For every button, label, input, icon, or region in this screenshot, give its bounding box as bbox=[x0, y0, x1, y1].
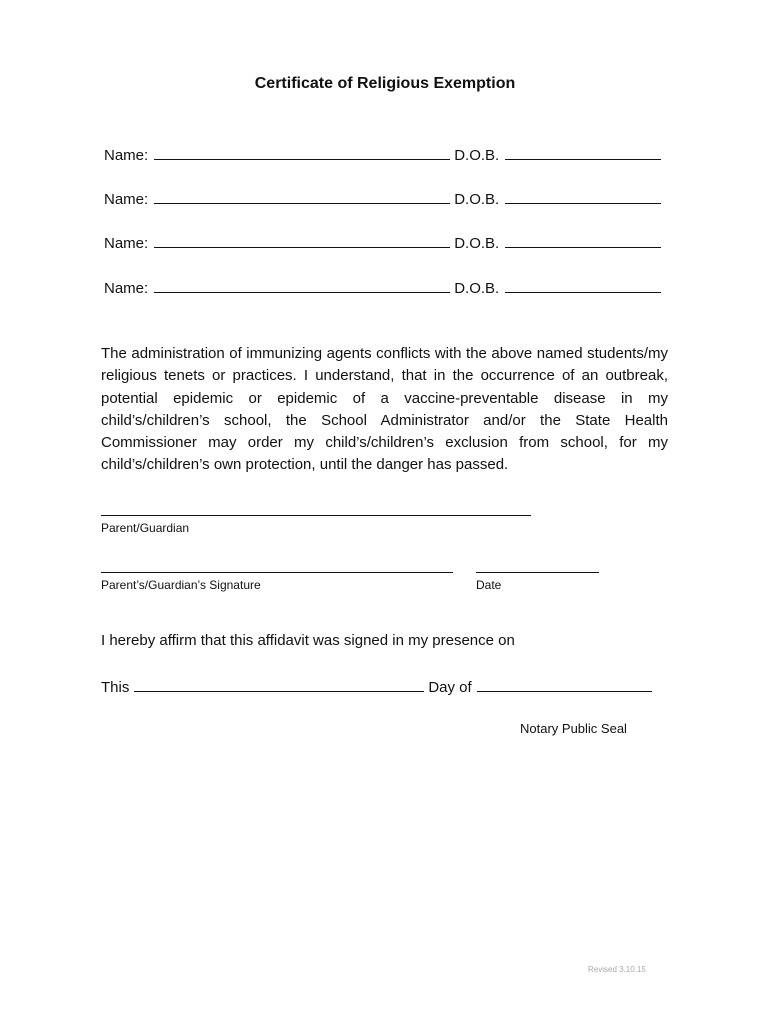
student-row-2 bbox=[104, 189, 674, 208]
student-name-field[interactable] bbox=[154, 189, 450, 204]
document-title: Certificate of Religious Exemption bbox=[254, 75, 516, 92]
student-row-3 bbox=[104, 233, 674, 252]
notary-seal-label: Notary Public Seal bbox=[520, 721, 627, 736]
student-row-4 bbox=[104, 278, 674, 297]
name-label: Name: bbox=[104, 280, 149, 297]
student-name-field[interactable] bbox=[154, 145, 450, 160]
dob-field[interactable] bbox=[505, 278, 661, 293]
name-label: Name: bbox=[104, 147, 149, 164]
dob-field[interactable] bbox=[505, 145, 661, 160]
dob-field[interactable] bbox=[505, 233, 661, 248]
affirmation-text: I hereby affirm that this affidavit was signed in my presence on bbox=[101, 632, 515, 649]
exemption-statement: The administration of immunizing agents conflicts with the above named students/my religious tenets or practices. I understand, that in the occurrence of an outbreak, potential epidemic or epidemic of a vaccine-preventable disease in my child’s/children’s school, the School Administrator and/or the State Health Commissioner may order my child’s/children’s exclusion from school, for my child’s/children’s own protection, until the danger has passed. bbox=[101, 345, 668, 474]
dob-label: D.O.B. bbox=[454, 147, 500, 164]
dob-field[interactable] bbox=[505, 189, 661, 204]
parent-guardian-label: Parent/Guardian bbox=[101, 521, 190, 535]
revision-note: Revised 3.10.15 bbox=[588, 965, 646, 974]
signature-line[interactable] bbox=[101, 572, 453, 573]
name-label: Name: bbox=[104, 235, 149, 252]
name-label: Name: bbox=[104, 191, 149, 208]
student-row-1 bbox=[104, 145, 674, 164]
month-year-field[interactable] bbox=[477, 677, 652, 692]
dob-label: D.O.B. bbox=[454, 191, 500, 208]
parent-guardian-name-line[interactable] bbox=[101, 515, 531, 516]
date-line[interactable] bbox=[476, 572, 599, 573]
notary-date-row bbox=[101, 677, 652, 696]
day-field[interactable] bbox=[134, 677, 424, 692]
day-of-label: Day of bbox=[428, 679, 472, 696]
dob-label: D.O.B. bbox=[454, 235, 500, 252]
signature-label: Parent’s/Guardian’s Signature bbox=[101, 578, 261, 592]
student-name-field[interactable] bbox=[154, 233, 450, 248]
student-name-field[interactable] bbox=[154, 278, 450, 293]
date-label: Date bbox=[476, 578, 502, 592]
dob-label: D.O.B. bbox=[454, 280, 500, 297]
this-label: This bbox=[101, 679, 130, 696]
